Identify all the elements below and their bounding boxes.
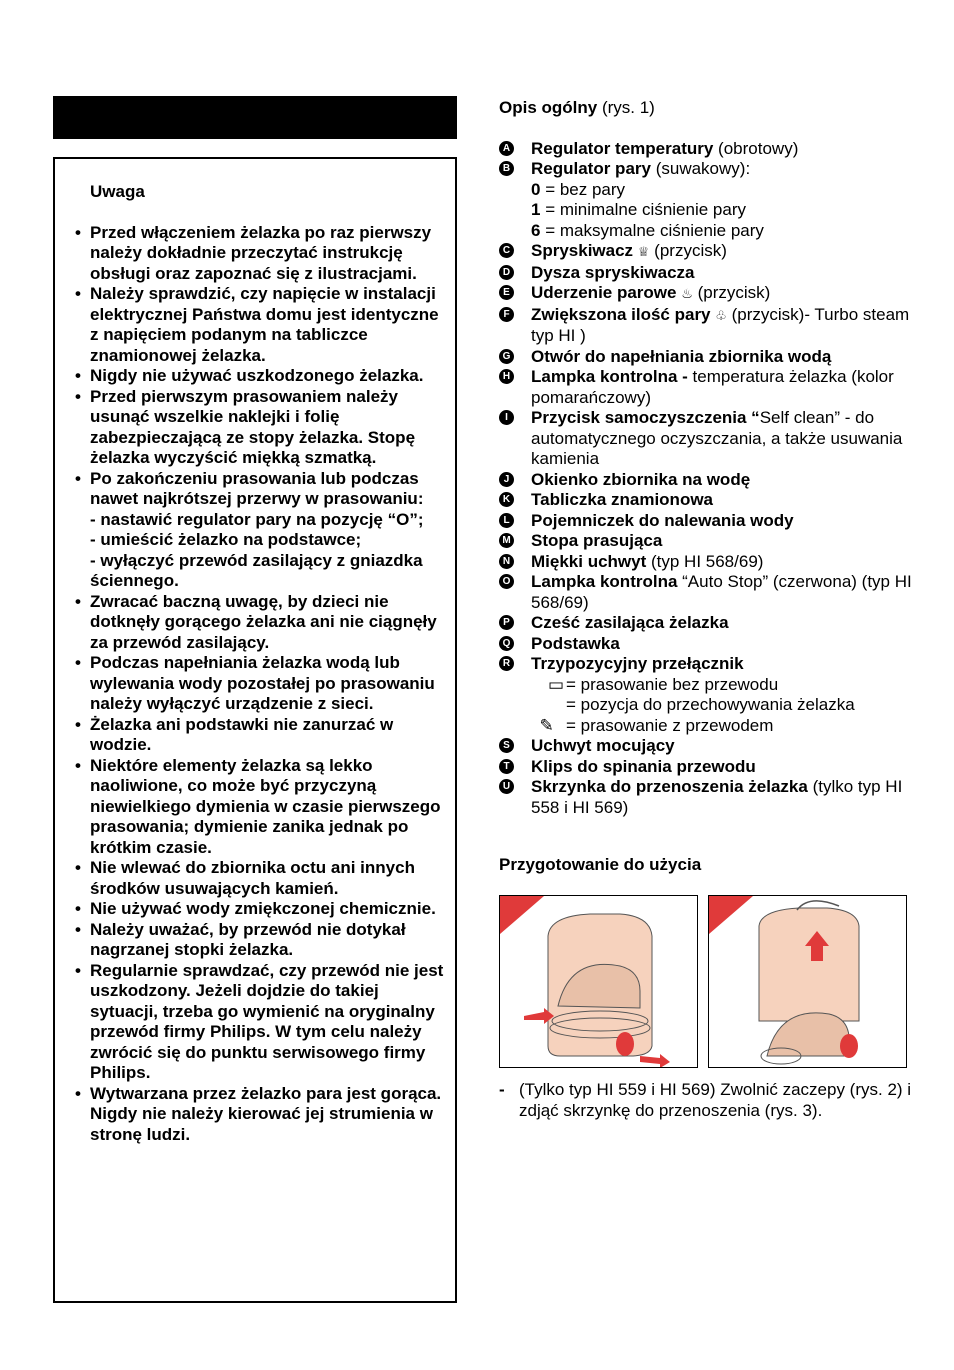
part-name: Podstawka	[531, 633, 620, 653]
part-item	[499, 634, 919, 655]
part-name: Spryskiwacz	[531, 241, 634, 260]
part-item	[499, 347, 919, 368]
part-name: Pojemniczek do nalewania wody	[531, 510, 794, 530]
warning-subitem: - nastawić regulator pary na pozycję “O”;	[90, 509, 424, 529]
part-item	[499, 139, 919, 160]
warning-item: • Niektóre elementy żelazka są lekko naoliwione, co może być przyczyną niewielkiego dymienia w czasie pierwszego prasowania; dymienie zanika jednak po krótkim czasie.	[75, 756, 447, 859]
figure-2-illustration	[499, 895, 698, 1068]
part-letter-badge: N	[499, 554, 514, 569]
part-item	[499, 470, 919, 491]
parts-list	[499, 139, 919, 819]
step-dash: -	[499, 1080, 505, 1099]
part-name: Skrzynka do przenoszenia żelazka	[531, 777, 808, 796]
steam-option-num: 6	[531, 220, 541, 240]
preparation-step	[499, 1080, 919, 1121]
part-item	[499, 367, 919, 408]
part-name: Cześć zasilająca żelazka	[531, 613, 729, 632]
warning-item: • Żelazka ani podstawki nie zanurzać w wodzie.	[75, 715, 447, 756]
part-item	[499, 408, 919, 470]
part-letter-badge: I	[499, 410, 514, 425]
part-name: Przycisk samoczyszczenia “	[531, 408, 760, 427]
warning-box	[53, 157, 457, 1303]
part-name: Lampka kontrolna -	[531, 367, 688, 386]
part-letter-badge: Q	[499, 636, 514, 651]
part-detail: (obrotowy)	[713, 138, 799, 158]
warning-item: • Przed pierwszym prasowaniem należy usunąć wszelkie naklejki i folię zabezpieczającą ze stopy żelazka. Stopę żelazka wyczyścić miękką szmatką.	[75, 387, 447, 469]
part-letter-badge: R	[499, 656, 514, 671]
spray-icon: ♕	[637, 244, 650, 259]
part-letter-badge: C	[499, 243, 514, 258]
part-detail: (przycisk)- Turbo steam typ HI )	[531, 304, 910, 345]
part-item	[499, 777, 919, 818]
part-detail: (przycisk)	[692, 283, 771, 302]
description-section	[499, 98, 919, 818]
part-detail: temperatura żelazka (kolor pomarańczowy)	[531, 367, 894, 407]
part-letter-badge: A	[499, 141, 514, 156]
part-name: Miękki uchwyt	[531, 551, 647, 571]
part-letter-badge: G	[499, 349, 514, 364]
warning-item: • Należy sprawdzić, czy napięcie w instalacji elektrycznej Państwa domu jest identyczne z napięciem podanym na tabliczce znamionowej żelazka.	[75, 284, 447, 366]
warning-item: • Wytwarzana przez żelazko para jest gorąca. Nigdy nie należy kierować jej strumienia w stronę ludzi.	[75, 1084, 447, 1146]
warning-item: • Przed włączeniem żelazka po raz pierwszy należy dokładnie przeczytać instrukcję obsługi oraz zapoznać się z ilustracjami.	[75, 223, 447, 285]
part-detail: Self clean” - do automatycznego oczyszczania, a także usuwania kamienia	[531, 408, 903, 468]
cordless-icon: ▭	[531, 674, 565, 694]
turbo-steam-icon: ♧	[715, 307, 727, 323]
part-item	[499, 757, 919, 778]
warning-subitem: - umieścić żelazko na podstawce;	[90, 530, 362, 549]
part-item	[499, 531, 919, 552]
part-item	[499, 654, 919, 736]
warning-item: • Nigdy nie używać uszkodzonego żelazka.	[75, 366, 447, 387]
part-letter-badge: T	[499, 759, 514, 774]
preparation-title: Przygotowanie do użycia	[499, 855, 702, 874]
warning-list	[75, 223, 447, 1146]
part-detail: (suwakowy):	[650, 159, 751, 178]
warning-item: • Nie wlewać do zbiornika octu ani innych środków usuwających kamień.	[75, 858, 447, 899]
part-letter-badge: P	[499, 615, 514, 630]
part-name: Dysza spryskiwacza	[531, 262, 695, 282]
warning-item: • Należy uważać, by przewód nie dotykał nagrzanej stopki żelazka.	[75, 920, 447, 961]
switch-option-text: = pozycja do przechowywania żelazka	[566, 695, 855, 714]
part-detail: (typ HI 568/69)	[646, 551, 764, 571]
switch-option-text: = prasowanie z przewodem	[566, 715, 774, 735]
part-letter-badge: L	[499, 513, 514, 528]
part-name: Uchwyt mocujący	[531, 736, 675, 755]
switch-option	[531, 675, 919, 696]
warning-item-text: Po zakończeniu prasowania lub podczas nawet najkrótszej przerwy w prasowaniu:	[90, 468, 424, 508]
part-letter-badge: U	[499, 779, 514, 794]
part-letter-badge: H	[499, 369, 514, 384]
part-item	[499, 736, 919, 757]
part-letter-badge: O	[499, 574, 514, 589]
part-letter-badge: D	[499, 265, 514, 280]
switch-option	[531, 695, 919, 716]
warning-item: • Regularnie sprawdzać, czy przewód nie jest uszkodzony. Jeżeli dojdzie do takiej sytuacji, trzeba go wymienić na oryginalny przewód firmy Philips. W tym celu należy zwrócić się do punktu serwisowego firmy Philips.	[75, 961, 447, 1084]
steam-option-num: 0	[531, 179, 541, 199]
part-name: Tabliczka znamionowa	[531, 490, 714, 509]
part-name: Klips do spinania przewodu	[531, 756, 756, 776]
description-title-text: Opis ogólny	[499, 98, 598, 117]
part-item	[499, 613, 919, 634]
part-name: Regulator pary	[531, 159, 651, 178]
part-name: Trzypozycyjny przełącznik	[531, 654, 744, 673]
part-name: Zwiększona ilość pary	[531, 304, 711, 324]
warning-subitem: - wyłączyć przewód zasilający z gniazdka ściennego.	[90, 550, 423, 590]
part-name: Regulator temperatury	[531, 138, 714, 158]
part-letter-badge: J	[499, 472, 514, 487]
part-name: Lampka kontrolna	[531, 572, 678, 591]
part-letter-badge: B	[499, 161, 514, 176]
steam-option	[531, 180, 919, 201]
part-detail: “Auto Stop” (czerwona) (typ HI 568/69)	[531, 572, 912, 612]
part-item	[499, 572, 919, 613]
part-name: Stopa prasująca	[531, 531, 663, 550]
part-letter-badge: E	[499, 285, 514, 300]
switch-option-text: = prasowanie bez przewodu	[566, 674, 779, 694]
warning-item	[75, 469, 447, 592]
part-letter-badge: K	[499, 492, 514, 507]
part-item	[499, 283, 919, 305]
switch-option	[531, 716, 919, 737]
part-item	[499, 305, 919, 347]
steam-option	[531, 221, 919, 242]
figure-3-illustration	[708, 895, 907, 1068]
part-detail: (tylko typ HI 558 i HI 569)	[531, 777, 903, 817]
steam-option-text: = minimalne ciśnienie pary	[540, 200, 746, 219]
steam-option-text: = bez pary	[540, 179, 626, 199]
step-text: (Tylko typ HI 559 i HI 569) Zwolnić zaczepy (rys. 2) i zdjąć skrzynkę do przenoszenia (rys. 3).	[519, 1080, 912, 1120]
part-item	[499, 490, 919, 511]
part-name: Uderzenie parowe	[531, 283, 677, 302]
warning-title: Uwaga	[90, 182, 145, 201]
part-letter-badge: M	[499, 533, 514, 548]
corded-icon: ✎	[531, 715, 554, 735]
part-letter-badge: S	[499, 738, 514, 753]
steam-option-text: = maksymalne ciśnienie pary	[540, 220, 764, 240]
description-title-suffix: (rys. 1)	[597, 98, 655, 117]
part-item	[499, 241, 919, 263]
part-detail: (przycisk)	[649, 241, 727, 260]
section-header-bar	[53, 96, 457, 139]
warning-item: • Nie używać wody zmiękczonej chemicznie.	[75, 899, 447, 920]
warning-item: • Podczas napełniania żelazka wodą lub wylewania wody pozostałej po prasowaniu należy wyłączyć urządzenie z sieci.	[75, 653, 447, 715]
steam-option	[531, 200, 919, 221]
part-item	[499, 159, 919, 241]
part-item	[499, 552, 919, 573]
part-item	[499, 263, 919, 284]
steam-option-num: 1	[531, 200, 541, 219]
part-letter-badge: F	[499, 307, 514, 322]
part-item	[499, 511, 919, 532]
steam-shot-icon: ♨	[681, 286, 693, 301]
warning-item: • Zwracać baczną uwagę, by dzieci nie dotknęły gorącego żelazka ani nie ciągnęły za przewód zasilający.	[75, 592, 447, 654]
description-title	[499, 98, 919, 119]
part-name: Otwór do napełniania zbiornika wodą	[531, 346, 832, 366]
part-name: Okienko zbiornika na wodę	[531, 469, 751, 489]
